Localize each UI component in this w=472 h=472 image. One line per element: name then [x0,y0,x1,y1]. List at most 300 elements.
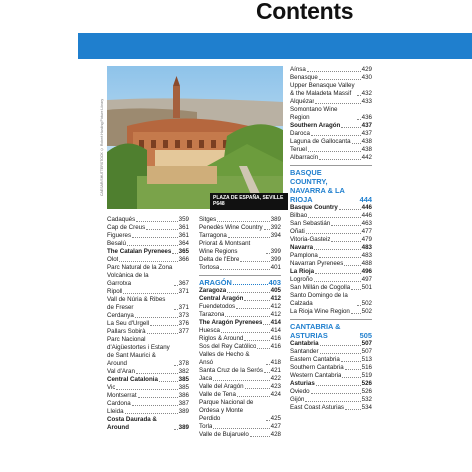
toc-entry-page: 371 [178,288,189,295]
dot-leader [174,365,178,366]
toc-entry[interactable] [290,228,372,236]
dot-leader [320,353,361,354]
toc-entry-title: Western Cantabria [290,372,342,379]
toc-entry-page: 446 [361,204,372,211]
toc-entry-title: Oviedo [290,388,310,395]
toc-entry-page: 502 [361,300,372,307]
dot-leader [331,241,360,242]
dot-leader [308,151,361,152]
toc-entry-title: Navarra [290,244,314,251]
dot-leader [357,119,361,120]
toc-entry[interactable] [199,264,281,272]
toc-entry[interactable] [290,82,372,98]
toc-entry-title: Central Catalonia [107,376,158,383]
toc-entry[interactable] [290,276,372,284]
toc-entry-title: Vall de Núria & Ribes de Freser [107,296,166,311]
toc-entry-page: 526 [361,388,372,395]
dot-leader [306,233,361,234]
toc-entry[interactable] [107,232,189,240]
toc-entry[interactable] [199,391,281,399]
toc-entry[interactable] [290,138,372,146]
dot-leader [174,309,178,310]
toc-entry[interactable] [107,248,189,256]
toc-entry-page: 389 [270,216,281,223]
toc-entry-page: 394 [270,232,281,239]
toc-entry[interactable] [199,335,281,343]
toc-entry[interactable] [290,260,372,268]
toc-entry-page: 385 [178,384,189,391]
dot-leader [233,284,268,285]
toc-entry[interactable] [107,384,189,392]
toc-entry-page: 361 [178,224,189,231]
toc-section-heading[interactable] [290,168,372,204]
dot-leader [213,380,270,381]
toc-entry[interactable] [290,146,372,154]
dot-leader [146,229,177,230]
toc-entry-title: Tortosa [199,264,220,271]
toc-entry[interactable] [199,232,281,240]
toc-entry[interactable] [290,348,372,356]
toc-entry-page: 412 [270,311,281,318]
toc-entry[interactable] [199,303,281,311]
toc-entry-title: Tarragona [199,232,227,239]
toc-entry-page: 386 [178,392,189,399]
toc-entry-page: 418 [270,359,281,366]
toc-entry-page: 416 [270,335,281,342]
toc-entry[interactable] [290,388,372,396]
dot-leader [174,429,178,430]
toc-entry[interactable] [290,268,372,276]
toc-entry[interactable] [107,312,189,320]
dot-leader [264,229,270,230]
toc-entry[interactable] [199,240,281,256]
dot-leader [319,159,360,160]
dot-leader [172,253,177,254]
toc-entry[interactable] [199,319,281,327]
dot-leader [305,401,360,402]
toc-section-heading[interactable] [199,278,281,287]
toc-entry-page: 442 [361,154,372,161]
toc-entry-title: Vitoria-Gasteiz [290,236,331,243]
dot-leader [345,369,361,370]
toc-entry-page: 429 [361,66,372,73]
toc-entry-title: Logroño [290,276,313,283]
toc-entry[interactable] [290,130,372,138]
toc-entry[interactable] [290,74,372,82]
toc-entry[interactable] [290,380,372,388]
toc-entry-page: 519 [361,372,372,379]
toc-entry[interactable] [199,375,281,383]
section-divider [290,319,372,320]
dot-leader [351,289,360,290]
toc-entry-title: Cardona [107,400,131,407]
toc-entry-page: 446 [361,212,372,219]
toc-entry-title: Riglos & Around [199,335,244,342]
toc-entry[interactable] [199,351,281,367]
toc-entry-page: 437 [361,130,372,137]
toc-entry-title: The Aragón Pyrenees [199,319,263,326]
dot-leader [342,377,360,378]
toc-entry[interactable] [290,292,372,308]
toc-entry-title: Lleida [107,408,124,415]
toc-entry-title: Penedès Wine Country [199,224,263,231]
toc-entry[interactable] [290,154,372,162]
dot-leader [217,221,269,222]
dot-leader [150,325,178,326]
toc-entry[interactable] [290,372,372,380]
dot-leader [266,420,270,421]
dot-leader [352,143,361,144]
toc-entry-title: Ripoll [107,288,123,295]
section-divider [290,165,372,166]
toc-entry-title: Valle de Tena [199,391,236,398]
toc-entry-page: 401 [270,264,281,271]
toc-entry[interactable] [107,376,189,384]
section-heading-title: ARAGÓN [199,278,232,287]
dot-leader [245,388,270,389]
toc-entry[interactable] [290,244,372,252]
toc-entry-page: 425 [270,415,281,422]
toc-entry[interactable] [199,295,281,303]
toc-entry-page: 513 [361,356,372,363]
toc-entry-title: Benasque [290,74,318,81]
dot-leader [228,237,270,238]
toc-entry-page: 405 [270,287,281,294]
toc-entry[interactable] [290,340,372,348]
toc-entry-title: East Coast Asturias [290,404,344,411]
toc-entry-page: 497 [361,276,372,283]
toc-entry-page: 359 [178,216,189,223]
toc-entry-title: Gijón [290,396,305,403]
toc-entry-title: Santo Domingo de la Calzada [290,292,348,307]
toc-entry-title: Cantabria [290,340,319,347]
toc-entry[interactable] [290,284,372,292]
toc-entry-page: 438 [361,146,372,153]
toc-entry-title: Pallars Sobirà [107,328,146,335]
toc-entry[interactable] [107,264,189,288]
dot-leader [341,361,361,362]
dot-leader [127,245,178,246]
toc-entry-page: 416 [270,343,281,350]
toc-entry[interactable] [107,240,189,248]
toc-entry-title: La Seu d'Urgell [107,320,150,327]
toc-entry[interactable] [107,328,189,336]
dot-leader [331,225,360,226]
toc-entry[interactable] [107,216,189,224]
toc-entry-page: 399 [270,248,281,255]
toc-entry[interactable] [107,296,189,312]
toc-entry-page: 389 [178,424,189,431]
toc-entry-title: Central Aragón [199,295,244,302]
toc-entry-page: 414 [270,319,281,326]
toc-entry[interactable] [199,367,281,375]
toc-entry-title: Vic [107,384,116,391]
toc-entry-title: Pamplona [290,252,318,259]
toc-entry[interactable] [290,356,372,364]
dot-leader [319,79,361,80]
toc-entry-page: 423 [270,383,281,390]
toc-entry-title: San Millán de Cogolla [290,284,351,291]
toc-entry-title: Jaca [199,375,213,382]
toc-entry-title: Oñati [290,228,305,235]
toc-entry-title: Torla [199,423,213,430]
toc-entry[interactable] [107,320,189,328]
toc-entry-title: Cadaqués [107,216,136,223]
toc-entry-title: San Sebastián [290,220,331,227]
toc-entry-page: 433 [361,98,372,105]
toc-entry-page: 438 [361,138,372,145]
dot-leader [314,249,361,250]
toc-entry[interactable] [199,224,281,232]
toc-entry-title: Daroca [290,130,310,137]
dot-leader [311,393,361,394]
toc-entry[interactable] [199,343,281,351]
toc-entry-page: 422 [270,375,281,382]
plaza-de-espana-image [107,66,283,209]
toc-entry-page: 373 [178,312,189,319]
dot-leader [116,389,177,390]
toc-entry-title: Tarazona [199,311,225,318]
toc-entry[interactable] [290,396,372,404]
toc-entry-title: Eastern Cantabria [290,356,340,363]
toc-entry-title: Teruel [290,146,307,153]
toc-entry-page: 463 [361,220,372,227]
dot-leader [225,316,269,317]
toc-entry-title: Southern Cantabria [290,364,344,371]
toc-entry-title: Santander [290,348,319,355]
toc-entry-page: 365 [178,248,189,255]
toc-entry[interactable] [290,252,372,260]
dot-leader [320,345,361,346]
dot-leader [257,348,269,349]
dot-leader [174,285,178,286]
toc-entry-title: Montserrat [107,392,137,399]
toc-entry[interactable] [199,287,281,295]
dot-leader [357,95,361,96]
toc-entry[interactable] [107,368,189,376]
toc-entry-title: The Catalan Pyrenees [107,248,172,255]
dot-leader [250,436,270,437]
toc-entry[interactable] [107,256,189,264]
dot-leader [237,396,270,397]
toc-entry-page: 436 [361,114,372,121]
dot-leader [136,373,178,374]
toc-entry[interactable] [199,327,281,335]
toc-entry[interactable] [107,288,189,296]
toc-entry-title: Albarracín [290,154,319,161]
dot-leader [132,405,178,406]
toc-entry[interactable] [290,122,372,130]
toc-entry-title: Asturias [290,380,315,387]
toc-entry-title: Cap de Creus [107,224,146,231]
toc-entry[interactable] [290,106,372,122]
toc-entry[interactable] [107,224,189,232]
toc-entry-page: 483 [361,244,372,251]
toc-entry-title: Figueres [107,232,132,239]
toc-entry[interactable] [199,311,281,319]
toc-entry-title: Huesca [199,327,220,334]
toc-entry-page: 496 [361,268,372,275]
dot-leader [159,381,178,382]
toc-section-heading[interactable] [290,322,372,340]
toc-entry[interactable] [199,383,281,391]
toc-entry[interactable] [290,220,372,228]
toc-entry[interactable] [199,423,281,431]
toc-entry[interactable] [290,308,372,316]
toc-entry-page: 479 [361,236,372,243]
toc-entry-page: 526 [361,380,372,387]
toc-entry-page: 501 [361,284,372,291]
dot-leader [227,292,270,293]
dot-leader [135,317,178,318]
toc-entry-page: 430 [361,74,372,81]
toc-entry[interactable] [107,392,189,400]
toc-entry-title: Somontano Wine Region [290,106,338,121]
toc-entry-page: 389 [178,408,189,415]
toc-entry-page: 412 [270,303,281,310]
dot-leader [221,332,270,333]
toc-entry-title: Zaragoza [199,287,227,294]
toc-entry[interactable] [290,98,372,106]
dot-leader [315,103,360,104]
dot-leader [244,300,269,301]
photo-credit: CAESAR/SHUTTERSTOCK © Robert Harding Picture Library [100,98,104,196]
dot-leader [341,127,360,128]
toc-entry-page: 502 [361,308,372,315]
toc-entry-page: 427 [270,423,281,430]
toc-entry-page: 432 [361,90,372,97]
toc-entry-title: La Rioja Wine Region [290,308,350,315]
toc-entry-page: 387 [178,400,189,407]
toc-entry-title: Fuendetodos [199,303,236,310]
dot-leader [240,261,269,262]
toc-entry-title: Navarran Pyrenees [290,260,344,267]
toc-entry-page: 532 [361,396,372,403]
dot-leader [311,135,361,136]
toc-entry[interactable] [199,399,281,423]
toc-entry-page: 377 [178,328,189,335]
toc-entry[interactable] [107,336,189,368]
toc-entry-page: 477 [361,228,372,235]
toc-column-2 [199,216,281,439]
dot-leader [344,265,360,266]
section-heading-page: 505 [359,331,372,340]
toc-entry-page: 399 [270,256,281,263]
photo-caption: PLAZA DE ESPAÑA, SEVILLE P648 [210,193,288,210]
toc-entry-title: Aínsa [290,66,306,73]
dot-leader [307,71,361,72]
dot-leader [351,313,361,314]
toc-entry[interactable] [290,204,372,212]
toc-entry-page: 378 [178,360,189,367]
toc-entry-page: 483 [361,252,372,259]
toc-entry-title: Southern Aragón [290,122,341,129]
dot-leader [345,409,361,410]
toc-entry-title: Basque Country [290,204,338,211]
dot-leader [339,209,361,210]
toc-entry-page: 421 [270,367,281,374]
dot-leader [315,273,361,274]
toc-entry-title: La Rioja [290,268,315,275]
seville-photo [107,66,283,209]
toc-entry[interactable] [107,408,189,416]
dot-leader [136,221,177,222]
toc-entry-title: Santa Cruz de la Serós [199,367,263,374]
toc-entry-page: 507 [361,348,372,355]
toc-entry-title: Sitges [199,216,217,223]
toc-entry-title: Parque Nacional de Ordesa y Monte Perdido [199,399,254,422]
dot-leader [357,305,361,306]
toc-entry-page: 516 [361,364,372,371]
dot-leader [220,269,269,270]
toc-entry-title: Alquézar [290,98,315,105]
dot-leader [266,364,270,365]
section-heading-title: CANTABRIA & ASTURIAS [290,322,341,340]
toc-entry-title: Sos del Rey Católico [199,343,257,350]
toc-entry[interactable] [290,404,372,412]
toc-entry-page: 437 [361,122,372,129]
toc-entry-page: 367 [178,280,189,287]
toc-entry-page: 507 [361,340,372,347]
dot-leader [213,428,269,429]
dot-leader [308,217,360,218]
toc-entry[interactable] [107,416,189,432]
toc-entry-title: Valle del Aragón [199,383,244,390]
section-heading-page: 403 [268,278,281,287]
dot-leader [314,281,361,282]
toc-entry-page: 385 [178,376,189,383]
toc-entry[interactable] [199,256,281,264]
dot-leader [125,413,178,414]
toc-entry-page: 534 [361,404,372,411]
toc-entry-title: Delta de l'Ebre [199,256,240,263]
toc-entry[interactable] [290,364,372,372]
toc-entry-title: Olot [107,256,119,263]
toc-entry-title: Costa Daurada & Around [107,416,157,431]
toc-entry-page: 366 [178,256,189,263]
toc-entry-page: 488 [361,260,372,267]
dot-leader [147,333,178,334]
toc-entry[interactable] [290,212,372,220]
toc-entry-page: 361 [178,232,189,239]
toc-entry[interactable] [107,400,189,408]
section-heading-title: BASQUE COUNTRY, NAVARRA & LA RIOJA [290,168,345,204]
toc-entry-title: Valle de Bujaruelo [199,431,249,438]
toc-entry[interactable] [199,216,281,224]
toc-entry-title: Valles de Hecho & Ansó [199,351,250,366]
toc-entry-title: Bilbao [290,212,308,219]
dot-leader [132,237,178,238]
toc-entry-page: 392 [270,224,281,231]
toc-entry[interactable] [290,236,372,244]
page-title: Contents [256,0,354,24]
toc-column-3 [290,66,372,412]
dot-leader [119,261,177,262]
toc-entry-title: Laguna de Gallocanta [290,138,351,145]
toc-entry-page: 364 [178,240,189,247]
toc-entry-title: Besalú [107,240,126,247]
dot-leader [138,397,178,398]
toc-entry[interactable] [290,66,372,74]
toc-entry-title: Parc Nacional d'Aigüestortes i Estany de Sant Maurici & Around [107,336,170,367]
toc-entry-page: 414 [270,327,281,334]
toc-entry-page: 382 [178,368,189,375]
dot-leader [264,372,270,373]
toc-entry-title: Cerdanya [107,312,134,319]
toc-entry[interactable] [199,431,281,439]
header-band [78,33,472,59]
dot-leader [266,253,270,254]
